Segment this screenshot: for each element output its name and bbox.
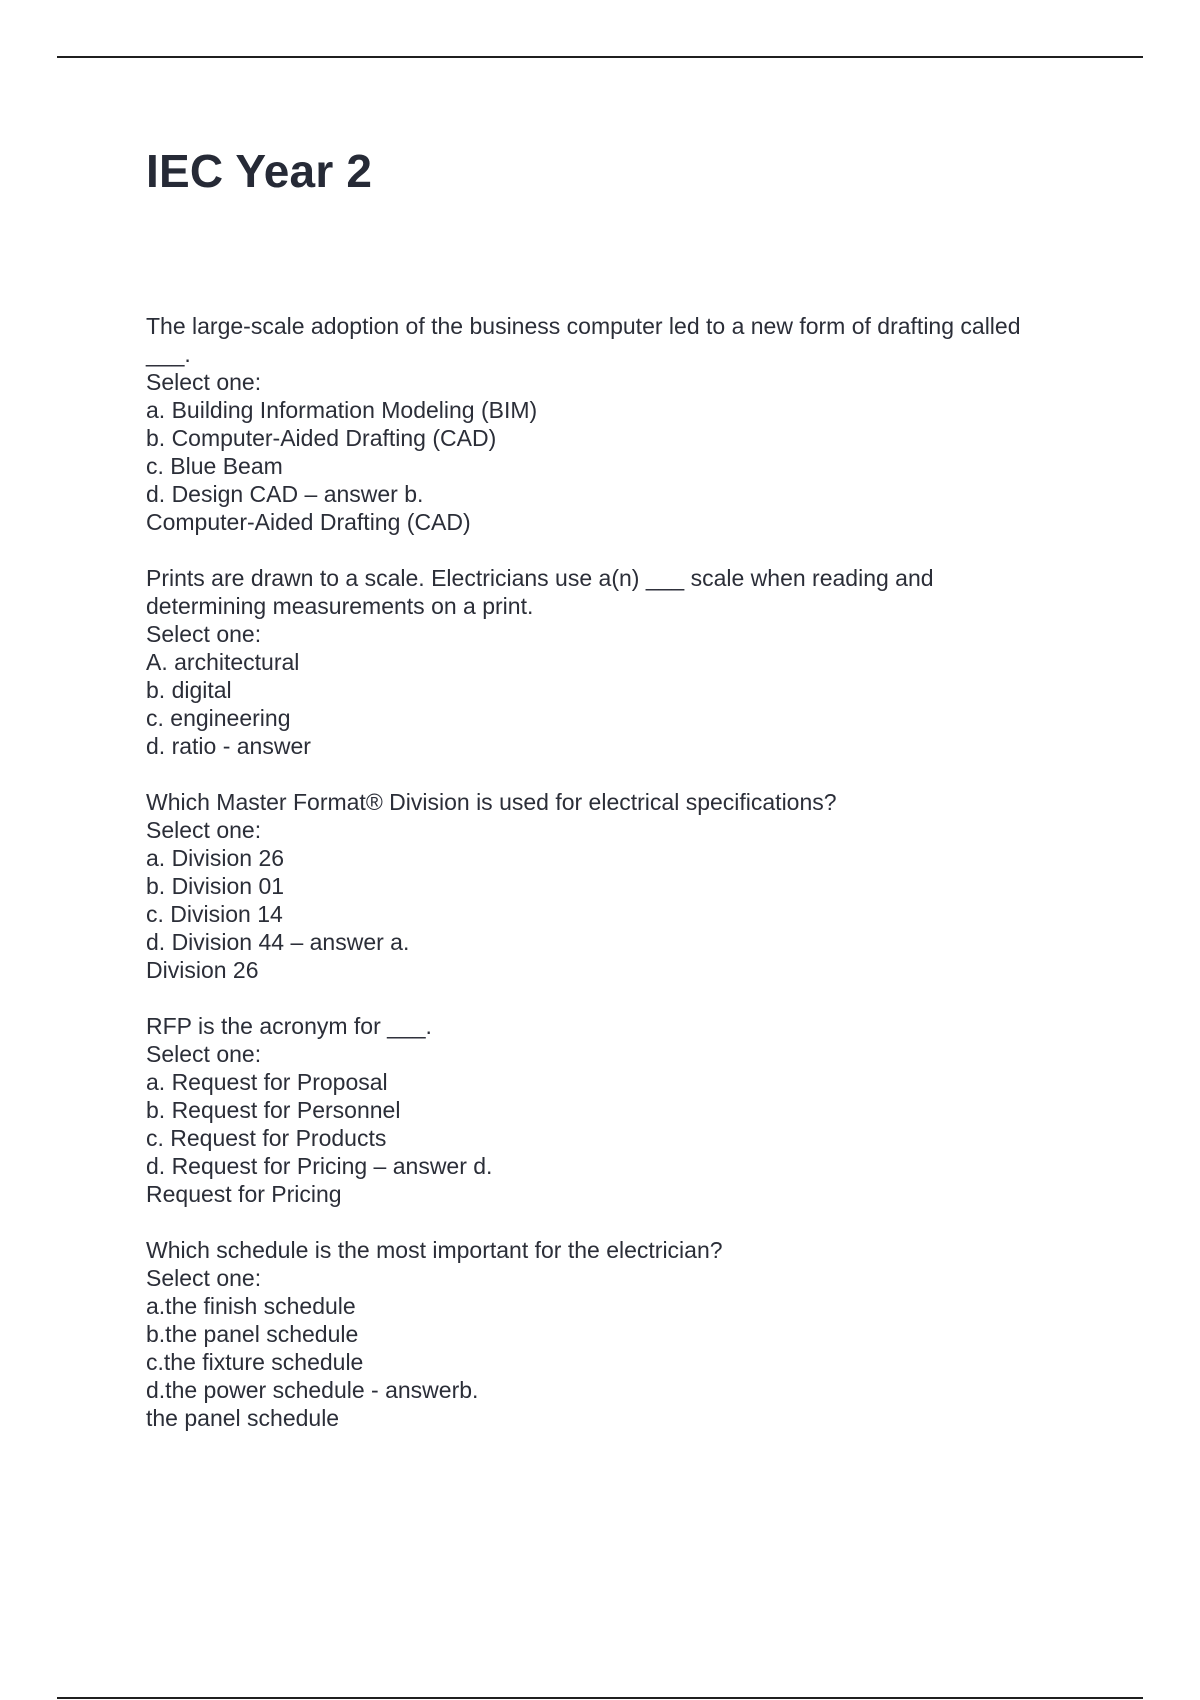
option-b: b. Request for Personnel: [146, 1097, 401, 1123]
question-text: RFP is the acronym for ___.: [146, 1013, 432, 1039]
option-a: A. architectural: [146, 649, 300, 675]
option-c: c. Request for Products: [146, 1125, 387, 1151]
question-text: ___.: [146, 341, 191, 367]
select-prompt: Select one:: [146, 1041, 262, 1067]
option-a: a. Division 26: [146, 845, 285, 871]
option-c: c. Division 14: [146, 901, 283, 927]
option-c: c. engineering: [146, 705, 291, 731]
top-rule: [57, 56, 1143, 58]
select-prompt: Select one:: [146, 1265, 262, 1291]
option-a: a.the finish schedule: [146, 1293, 356, 1319]
question-text: Prints are drawn to a scale. Electricians use a(n) ___ scale when reading and: [146, 565, 934, 591]
option-b: b.the panel schedule: [146, 1321, 359, 1347]
option-c: c.the fixture schedule: [146, 1349, 364, 1375]
answer-text: the panel schedule: [146, 1405, 340, 1431]
answer-text: Computer-Aided Drafting (CAD): [146, 509, 471, 535]
question-text: determining measurements on a print.: [146, 593, 534, 619]
question-text: Which schedule is the most important for the electrician?: [146, 1237, 723, 1263]
option-b: b. Computer-Aided Drafting (CAD): [146, 425, 497, 451]
question-3: [146, 788, 1086, 984]
answer-text: Request for Pricing: [146, 1181, 342, 1207]
question-5: [146, 1236, 1086, 1432]
option-b: b. Division 01: [146, 873, 285, 899]
option-d: d.the power schedule - answerb.: [146, 1377, 479, 1403]
bottom-rule: [57, 1697, 1143, 1699]
question-4: [146, 1012, 1086, 1208]
question-2: [146, 564, 1086, 760]
option-d: d. ratio - answer: [146, 733, 311, 759]
option-b: b. digital: [146, 677, 232, 703]
option-d: d. Division 44 – answer a.: [146, 929, 410, 955]
option-a: a. Building Information Modeling (BIM): [146, 397, 538, 423]
question-text: The large-scale adoption of the business computer led to a new form of drafting called: [146, 313, 1021, 339]
question-list: [146, 312, 1086, 1460]
question-1: [146, 312, 1086, 536]
question-text: Which Master Format® Division is used for electrical specifications?: [146, 789, 837, 815]
option-c: c. Blue Beam: [146, 453, 283, 479]
select-prompt: Select one:: [146, 621, 262, 647]
select-prompt: Select one:: [146, 817, 262, 843]
answer-text: Division 26: [146, 957, 259, 983]
option-d: d. Request for Pricing – answer d.: [146, 1153, 493, 1179]
select-prompt: Select one:: [146, 369, 262, 395]
document-title: IEC Year 2: [146, 145, 373, 197]
option-a: a. Request for Proposal: [146, 1069, 388, 1095]
option-d: d. Design CAD – answer b.: [146, 481, 424, 507]
